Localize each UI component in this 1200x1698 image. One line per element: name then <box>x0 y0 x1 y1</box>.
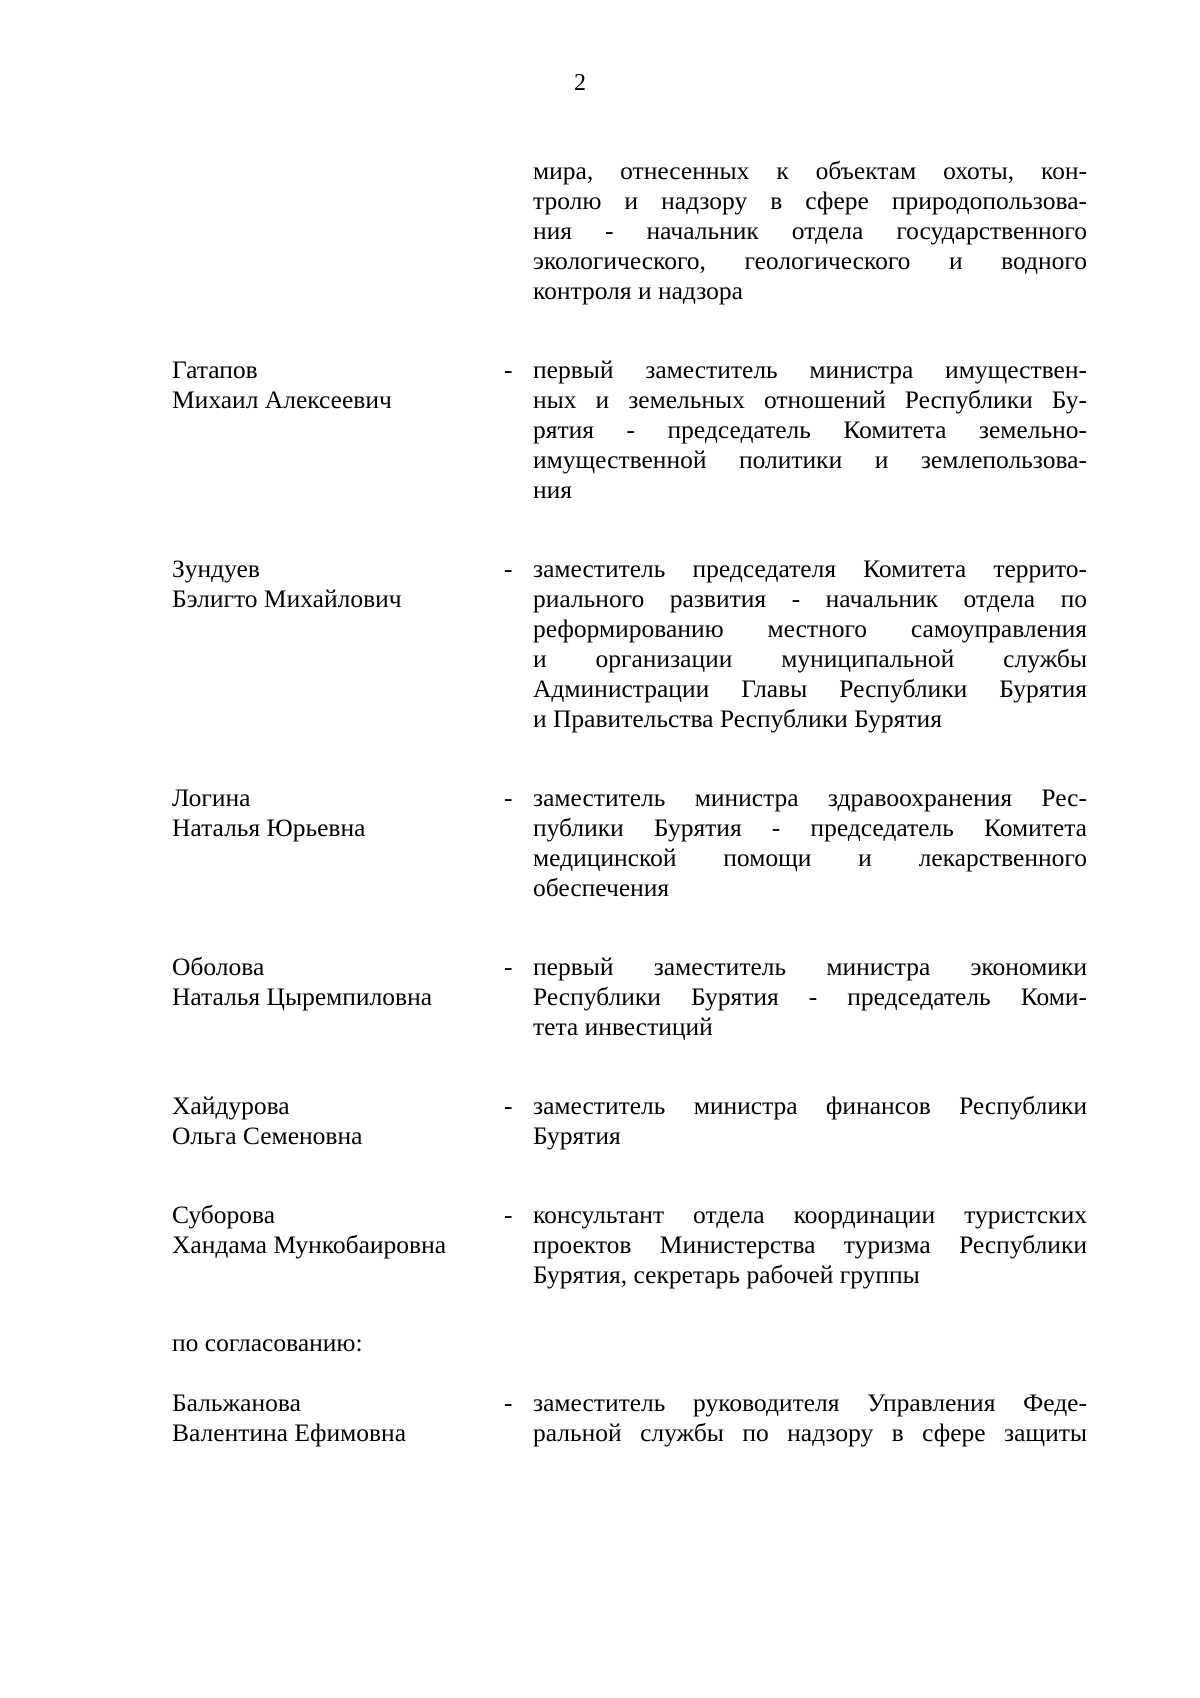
description-line: и Правительства Республики Бурятия <box>533 704 942 733</box>
description-line: первый заместитель министра экономики <box>533 952 1087 981</box>
member-given-names: Наталья Цыремпиловна <box>172 982 433 1011</box>
description-line: публики Бурятия - председатель Комитета <box>533 813 1087 842</box>
description-line: ральной службы по надзору в сфере защиты <box>533 1418 1087 1447</box>
description-line: тета инвестиций <box>533 1012 713 1041</box>
member-surname: Бальжанова <box>172 1388 301 1417</box>
member-given-names: Хандама Мункобаировна <box>172 1230 447 1259</box>
dash-separator: - <box>504 355 513 384</box>
description-line: ния <box>533 475 573 504</box>
member-given-names: Ольга Семеновна <box>172 1121 363 1150</box>
description-line: экологического, геологического и водного <box>533 246 1087 275</box>
description-line: ния - начальник отдела государственного <box>533 216 1087 245</box>
description-line: заместитель министра здравоохранения Рес- <box>533 783 1087 812</box>
dash-separator: - <box>504 1388 513 1417</box>
member-surname: Зундуев <box>172 554 260 583</box>
member-given-names: Бэлигто Михайлович <box>172 584 402 613</box>
dash-separator: - <box>504 952 513 981</box>
description-line: риального развития - начальник отдела по <box>533 584 1087 613</box>
member-given-names: Наталья Юрьевна <box>172 813 366 842</box>
dash-separator: - <box>504 1091 513 1120</box>
description-line: и организации муниципальной службы <box>533 644 1087 673</box>
description-line: тролю и надзору в сфере природопользова- <box>533 186 1087 215</box>
description-line: заместитель председателя Комитета террито- <box>533 554 1087 583</box>
description-line: контроля и надзора <box>533 276 743 305</box>
page-number: 2 <box>574 70 586 96</box>
description-line: заместитель министра финансов Республики <box>533 1091 1087 1120</box>
member-surname: Суборова <box>172 1200 276 1229</box>
description-line: заместитель руководителя Управления Феде- <box>533 1388 1087 1417</box>
dash-separator: - <box>504 783 513 812</box>
member-surname: Логина <box>172 783 251 812</box>
description-line: Республики Бурятия - председатель Коми- <box>533 982 1087 1011</box>
agreement-label: по согласованию: <box>172 1328 363 1357</box>
description-line: мира, отнесенных к объектам охоты, кон- <box>533 156 1087 185</box>
description-line: реформированию местного самоуправления <box>533 614 1087 643</box>
description-line: ных и земельных отношений Республики Бу- <box>533 385 1087 414</box>
member-given-names: Валентина Ефимовна <box>172 1418 407 1447</box>
member-surname: Оболова <box>172 952 265 981</box>
description-line: имущественной политики и землепользова- <box>533 445 1087 474</box>
member-surname: Гатапов <box>172 355 258 384</box>
description-line: Бурятия <box>533 1121 621 1150</box>
description-line: рятия - председатель Комитета земельно- <box>533 415 1087 444</box>
description-line: Бурятия, секретарь рабочей группы <box>533 1260 920 1289</box>
description-line: консультант отдела координации туристских <box>533 1200 1087 1229</box>
member-surname: Хайдурова <box>172 1091 290 1120</box>
description-line: первый заместитель министра имуществен- <box>533 355 1087 384</box>
description-line: Администрации Главы Республики Бурятия <box>533 674 1087 703</box>
description-line: проектов Министерства туризма Республики <box>533 1230 1087 1259</box>
member-given-names: Михаил Алексеевич <box>172 385 392 414</box>
dash-separator: - <box>504 1200 513 1229</box>
dash-separator: - <box>504 554 513 583</box>
description-line: медицинской помощи и лекарственного <box>533 843 1087 872</box>
description-line: обеспечения <box>533 873 670 902</box>
